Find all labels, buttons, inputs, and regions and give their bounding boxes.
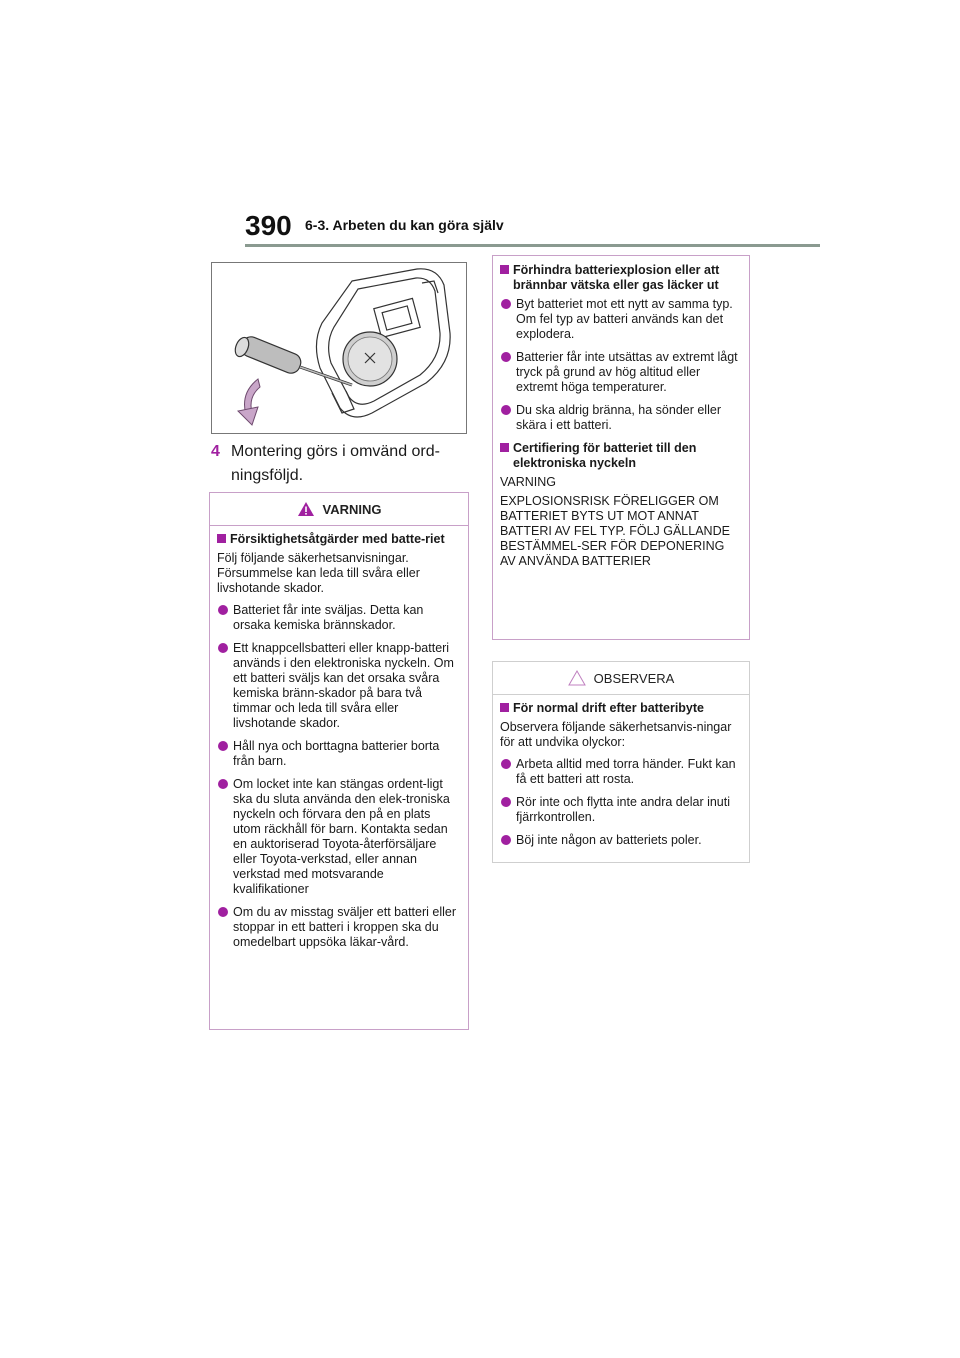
bullet-dot-icon bbox=[218, 643, 228, 653]
warning-continuation-box bbox=[492, 255, 750, 640]
notice-heading: För normal drift efter batteribyte bbox=[500, 701, 742, 716]
key-battery-replacement-illustration bbox=[212, 263, 467, 434]
list-item: Ett knappcellsbatteri eller knapp-batteri används i den elektroniska nyckeln. Om ett batteri sväljs kan det orsaka svåra kemiska bränn-skador på bara två timmar och leda till svåra eller livshotande skador. bbox=[217, 641, 461, 731]
warning-box bbox=[209, 492, 469, 1030]
bullet-dot-icon bbox=[501, 405, 511, 415]
square-bullet-icon bbox=[217, 534, 226, 543]
list-item: Om du av misstag sväljer ett batteri eller stoppar in ett batteri i kroppen ska du omedelbart uppsöka läkar-vård. bbox=[217, 905, 461, 950]
list-item: Du ska aldrig bränna, ha sönder eller skära i ett batteri. bbox=[500, 403, 742, 433]
step-4 bbox=[211, 440, 471, 488]
bullet-dot-icon bbox=[218, 605, 228, 615]
bullet-dot-icon bbox=[218, 741, 228, 751]
header-rule bbox=[245, 244, 820, 247]
step-number: 4 bbox=[211, 443, 220, 460]
list-item: Håll nya och borttagna batterier borta från barn. bbox=[217, 739, 461, 769]
certification-heading: Certifiering för batteriet till den elektroniska nyckeln bbox=[500, 441, 742, 471]
notice-box bbox=[492, 661, 750, 863]
warning-intro: Följ följande säkerhetsanvisningar. Försummelse kan leda till svåra eller livshotande skador. bbox=[217, 551, 420, 595]
bullet-dot-icon bbox=[501, 759, 511, 769]
explosion-heading: Förhindra batteriexplosion eller att brännbar vätska eller gas läcker ut bbox=[500, 263, 742, 293]
list-item: Batteriet får inte sväljas. Detta kan orsaka kemiska brännskador. bbox=[217, 603, 461, 633]
notice-title: OBSERVERA bbox=[593, 670, 675, 686]
bullet-dot-icon bbox=[218, 779, 228, 789]
key-battery-figure bbox=[211, 262, 467, 434]
page-number: 390 bbox=[245, 210, 292, 241]
notice-body bbox=[493, 695, 749, 860]
step-text: Montering görs i omvänd ord-ningsföljd. bbox=[231, 443, 440, 484]
caution-triangle-icon bbox=[568, 670, 586, 686]
warning-body bbox=[210, 526, 468, 962]
bullet-dot-icon bbox=[501, 835, 511, 845]
list-item: Rör inte och flytta inte andra delar inuti fjärrkontrollen. bbox=[500, 795, 742, 825]
warning-triangle-icon bbox=[297, 501, 315, 517]
list-item: Böj inte någon av batteriets poler. bbox=[500, 833, 742, 848]
square-bullet-icon bbox=[500, 265, 509, 274]
certification-label: VARNING bbox=[500, 475, 557, 489]
notice-intro: Observera följande säkerhetsanvis-ningar för att undvika olyckor: bbox=[500, 720, 732, 749]
square-bullet-icon bbox=[500, 703, 509, 712]
bullet-dot-icon bbox=[218, 907, 228, 917]
certification-text: EXPLOSIONSRISK FÖRELIGGER OM BATTERIET BYTS UT MOT ANNAT BATTERI AV FEL TYP. FÖLJ GÄLLANDE BESTÄMMEL-SER FÖR DEPONERING AV ANVÄNDA BATTERIER bbox=[500, 494, 730, 568]
warning-heading: Försiktighetsåtgärder med batte-riet bbox=[217, 532, 461, 547]
warning-continuation-body bbox=[493, 256, 749, 580]
bullet-dot-icon bbox=[501, 797, 511, 807]
square-bullet-icon bbox=[500, 443, 509, 452]
list-item: Batterier får inte utsättas av extremt lågt tryck på grund av hög altitud eller extremt höga temperaturer. bbox=[500, 350, 742, 395]
list-item: Om locket inte kan stängas ordent-ligt ska du sluta använda den elek-troniska nyckeln och förvara den på en plats utom räckhåll för barn. Kontakta sedan en auktoriserad Toyota-återförsäljare eller Toyota-verkstad, eller annan verkstad med motsvarande kvalifikationer bbox=[217, 777, 461, 897]
list-item: Byt batteriet mot ett nytt av samma typ. Om fel typ av batteri används kan det explodera. bbox=[500, 297, 742, 342]
bullet-dot-icon bbox=[501, 352, 511, 362]
list-item: Arbeta alltid med torra händer. Fukt kan få ett batteri att rosta. bbox=[500, 757, 742, 787]
warning-header bbox=[210, 493, 468, 526]
bullet-dot-icon bbox=[501, 299, 511, 309]
notice-header bbox=[493, 662, 749, 695]
warning-title: VARNING bbox=[322, 501, 382, 517]
section-title: 6-3. Arbeten du kan göra själv bbox=[305, 217, 504, 233]
